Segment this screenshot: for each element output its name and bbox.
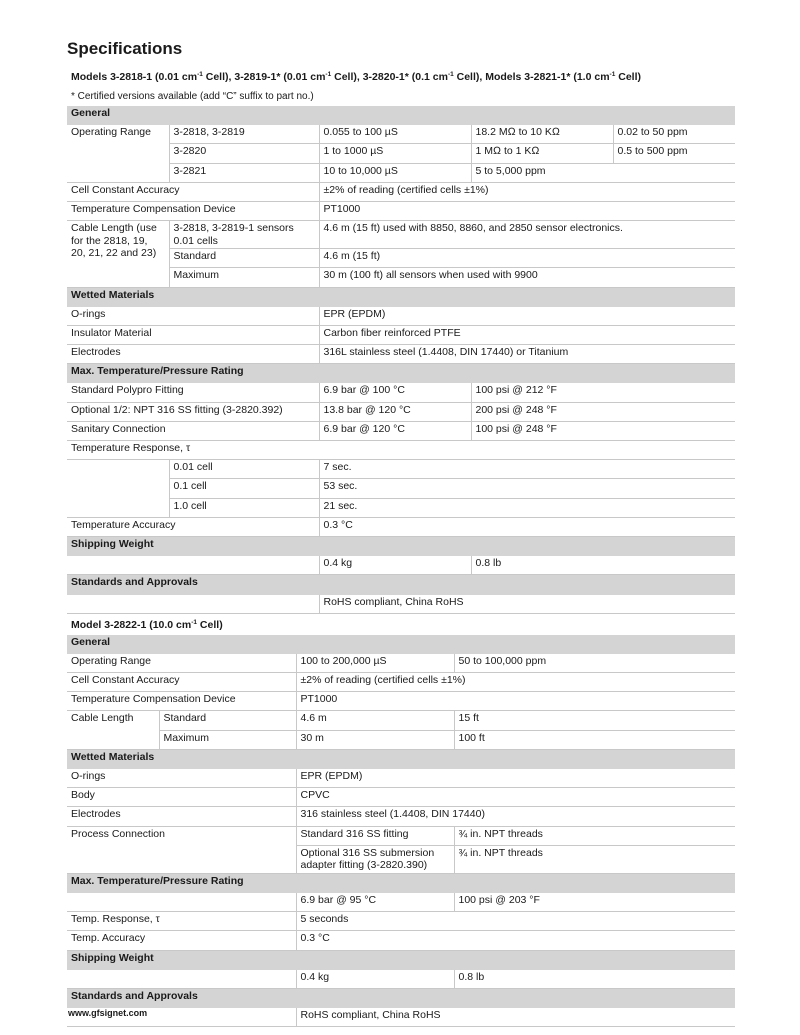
section-header: General <box>67 635 735 654</box>
table-row: Body CPVC <box>67 788 735 807</box>
table-row: Operating Range 100 to 200,000 µS 50 to 100,000 ppm <box>67 653 735 672</box>
table-row: Sanitary Connection 6.9 bar @ 120 °C 100 psi @ 248 °F <box>67 421 735 440</box>
table-row: Temperature Compensation Device PT1000 <box>67 692 735 711</box>
spec-table-2822 <box>67 635 735 1028</box>
table-row: 3-2820 1 to 1000 µS 1 MΩ to 1 KΩ 0.5 to 500 ppm <box>67 144 735 163</box>
spec-table-main <box>67 106 735 614</box>
table-row: O-rings EPR (EPDM) <box>67 306 735 325</box>
table-row: Electrodes 316 stainless steel (1.4408, DIN 17440) <box>67 807 735 826</box>
section-header: Shipping Weight <box>67 950 735 969</box>
table-row: Temp. Response, τ 5 seconds <box>67 912 735 931</box>
table-row: Cell Constant Accuracy ±2% of reading (certified cells ±1%) <box>67 182 735 201</box>
footer-url[interactable]: www.gfsignet.com <box>68 1008 148 1018</box>
section-header: Standards and Approvals <box>67 575 735 594</box>
section-header: Max. Temperature/Pressure Rating <box>67 873 735 892</box>
table-row: Standard Polypro Fitting 6.9 bar @ 100 °C 100 psi @ 212 °F <box>67 383 735 402</box>
table-row: Cable Length (use for the 2818, 19, 20, 21, 22 and 23) 3-2818, 3-2819-1 sensors 0.01 cells 4.6 m (15 ft) used with 8850, 8860, and 2850 sensor electronics. <box>67 221 735 249</box>
model-2822-heading: Model 3-2822-1 (10.0 $cm^{-1}$ Cell) <box>71 618 223 631</box>
table-row: Temperature Accuracy 0.3 °C <box>67 517 735 536</box>
models-heading: Models 3-2818-1 (0.01 $cm^{-1}$ Cell), 3-2819-1* (0.01 $cm^{-1}$ Cell), 3-2820-1* (0.1 $cm^{-1}$ Cell), Models 3-2821-1* (1.0 $cm^{-1}$ Cell) <box>71 71 641 83</box>
table-row: Process Connection Standard 316 SS fitting ¾ in. NPT threads <box>67 826 735 845</box>
section-header: Shipping Weight <box>67 536 735 555</box>
table-row: Insulator Material Carbon fiber reinforced PTFE <box>67 325 735 344</box>
spec-page <box>67 38 735 1027</box>
section-header: Wetted Materials <box>67 287 735 306</box>
section-header: Max. Temperature/Pressure Rating <box>67 364 735 383</box>
section-header: Wetted Materials <box>67 749 735 768</box>
table-row: 3-2821 10 to 10,000 µS 5 to 5,000 ppm <box>67 163 735 182</box>
table-row: 0.01 cell 7 sec. <box>67 460 735 479</box>
table-row: Operating Range 3-2818, 3-2819 0.055 to 100 µS 18.2 MΩ to 10 KΩ 0.02 to 50 ppm <box>67 125 735 144</box>
table-row: Optional 316 SS submersion adapter fitting (3-2820.390) ¾ in. NPT threads <box>67 845 735 873</box>
table-row: 6.9 bar @ 95 °C 100 psi @ 203 °F <box>67 892 735 911</box>
table-row: 0.4 kg 0.8 lb <box>67 556 735 575</box>
table-row: 1.0 cell 21 sec. <box>67 498 735 517</box>
table-row: Standard 4.6 m (15 ft) <box>67 249 735 268</box>
table-row: RoHS compliant, China RoHS <box>67 1008 735 1027</box>
table-row: Maximum 30 m 100 ft <box>67 730 735 749</box>
section-header: Standards and Approvals <box>67 988 735 1007</box>
table-row: Cell Constant Accuracy ±2% of reading (certified cells ±1%) <box>67 673 735 692</box>
table-row: 0.1 cell 53 sec. <box>67 479 735 498</box>
certified-note: * Certified versions available (add “C” suffix to part no.) <box>71 91 314 102</box>
table-row: Cable Length Standard 4.6 m 15 ft <box>67 711 735 730</box>
table-row: O-rings EPR (EPDM) <box>67 769 735 788</box>
table-row: Temperature Compensation Device PT1000 <box>67 201 735 220</box>
table-row: Temp. Accuracy 0.3 °C <box>67 931 735 950</box>
page-title: Specifications <box>67 39 183 58</box>
section-header: General <box>67 106 735 125</box>
table-row: Electrodes 316L stainless steel (1.4408, DIN 17440) or Titanium <box>67 345 735 364</box>
table-row: Optional 1/2: NPT 316 SS fitting (3-2820.392) 13.8 bar @ 120 °C 200 psi @ 248 °F <box>67 402 735 421</box>
table-row: Maximum 30 m (100 ft) all sensors when used with 9900 <box>67 268 735 287</box>
table-row: Temperature Response, τ <box>67 441 735 460</box>
table-row: RoHS compliant, China RoHS <box>67 594 735 613</box>
table-row: 0.4 kg 0.8 lb <box>67 969 735 988</box>
